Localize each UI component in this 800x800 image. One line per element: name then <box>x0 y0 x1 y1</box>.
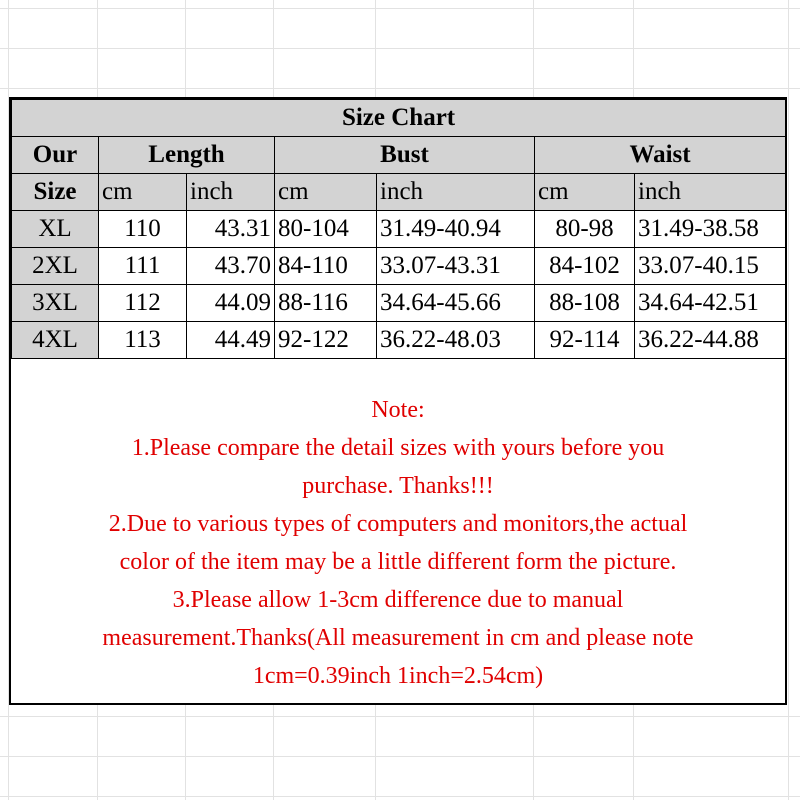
bust-cm-cell: 84-110 <box>275 248 377 285</box>
table-row <box>12 211 786 248</box>
size-chart-table <box>11 99 786 359</box>
bust-inch-cell: 33.07-43.31 <box>377 248 535 285</box>
header-bust: Bust <box>275 137 535 174</box>
waist-cm-cell: 88-108 <box>535 285 635 322</box>
header-size: Size <box>12 174 99 211</box>
waist-inch-cell: 31.49-38.58 <box>635 211 786 248</box>
grid-line <box>0 756 800 757</box>
length-inch-cell: 43.31 <box>187 211 275 248</box>
bust-inch-cell: 34.64-45.66 <box>377 285 535 322</box>
length-inch-cell: 44.09 <box>187 285 275 322</box>
bust-cm-cell: 88-116 <box>275 285 377 322</box>
length-cm-cell: 112 <box>99 285 187 322</box>
waist-inch-cell: 33.07-40.15 <box>635 248 786 285</box>
header-waist: Waist <box>535 137 786 174</box>
bust-inch-cell: 36.22-48.03 <box>377 322 535 359</box>
grid-line <box>788 0 789 800</box>
note-line: measurement.Thanks(All measurement in cm and please note <box>102 625 694 651</box>
table-row <box>12 248 786 285</box>
waist-cm-cell: 84-102 <box>535 248 635 285</box>
note-title: Note: <box>371 397 425 423</box>
notes-block <box>11 391 785 695</box>
title-row <box>12 100 786 137</box>
length-cm-cell: 110 <box>99 211 187 248</box>
subheader-bust-inch: inch <box>377 174 535 211</box>
subheader-length-inch: inch <box>187 174 275 211</box>
waist-cm-cell: 92-114 <box>535 322 635 359</box>
subheader-length-cm: cm <box>99 174 187 211</box>
length-inch-cell: 44.49 <box>187 322 275 359</box>
size-cell: 2XL <box>12 248 99 285</box>
bust-cm-cell: 92-122 <box>275 322 377 359</box>
subheader-row <box>12 174 786 211</box>
grid-line <box>0 796 800 797</box>
header-row <box>12 137 786 174</box>
subheader-waist-cm: cm <box>535 174 635 211</box>
size-cell: XL <box>12 211 99 248</box>
waist-inch-cell: 34.64-42.51 <box>635 285 786 322</box>
note-line: 2.Due to various types of computers and monitors,the actual <box>108 511 688 537</box>
header-our: Our <box>12 137 99 174</box>
size-cell: 3XL <box>12 285 99 322</box>
grid-line <box>0 48 800 49</box>
subheader-waist-inch: inch <box>635 174 786 211</box>
note-line: purchase. Thanks!!! <box>302 473 494 499</box>
size-cell: 4XL <box>12 322 99 359</box>
chart-title: Size Chart <box>12 100 786 137</box>
note-line: 1.Please compare the detail sizes with yours before you <box>131 435 665 461</box>
table-row <box>12 285 786 322</box>
size-chart-sheet <box>9 97 787 705</box>
note-line: 1cm=0.39inch 1inch=2.54cm) <box>252 663 544 689</box>
note-line: 3.Please allow 1-3cm difference due to manual <box>172 587 624 613</box>
grid-line <box>0 88 800 89</box>
header-length: Length <box>99 137 275 174</box>
waist-cm-cell: 80-98 <box>535 211 635 248</box>
subheader-bust-cm: cm <box>275 174 377 211</box>
length-inch-cell: 43.70 <box>187 248 275 285</box>
note-line: color of the item may be a little different form the picture. <box>119 549 677 575</box>
length-cm-cell: 111 <box>99 248 187 285</box>
waist-inch-cell: 36.22-44.88 <box>635 322 786 359</box>
table-row <box>12 322 786 359</box>
bust-inch-cell: 31.49-40.94 <box>377 211 535 248</box>
bust-cm-cell: 80-104 <box>275 211 377 248</box>
length-cm-cell: 113 <box>99 322 187 359</box>
grid-line <box>0 716 800 717</box>
grid-line <box>0 8 800 9</box>
